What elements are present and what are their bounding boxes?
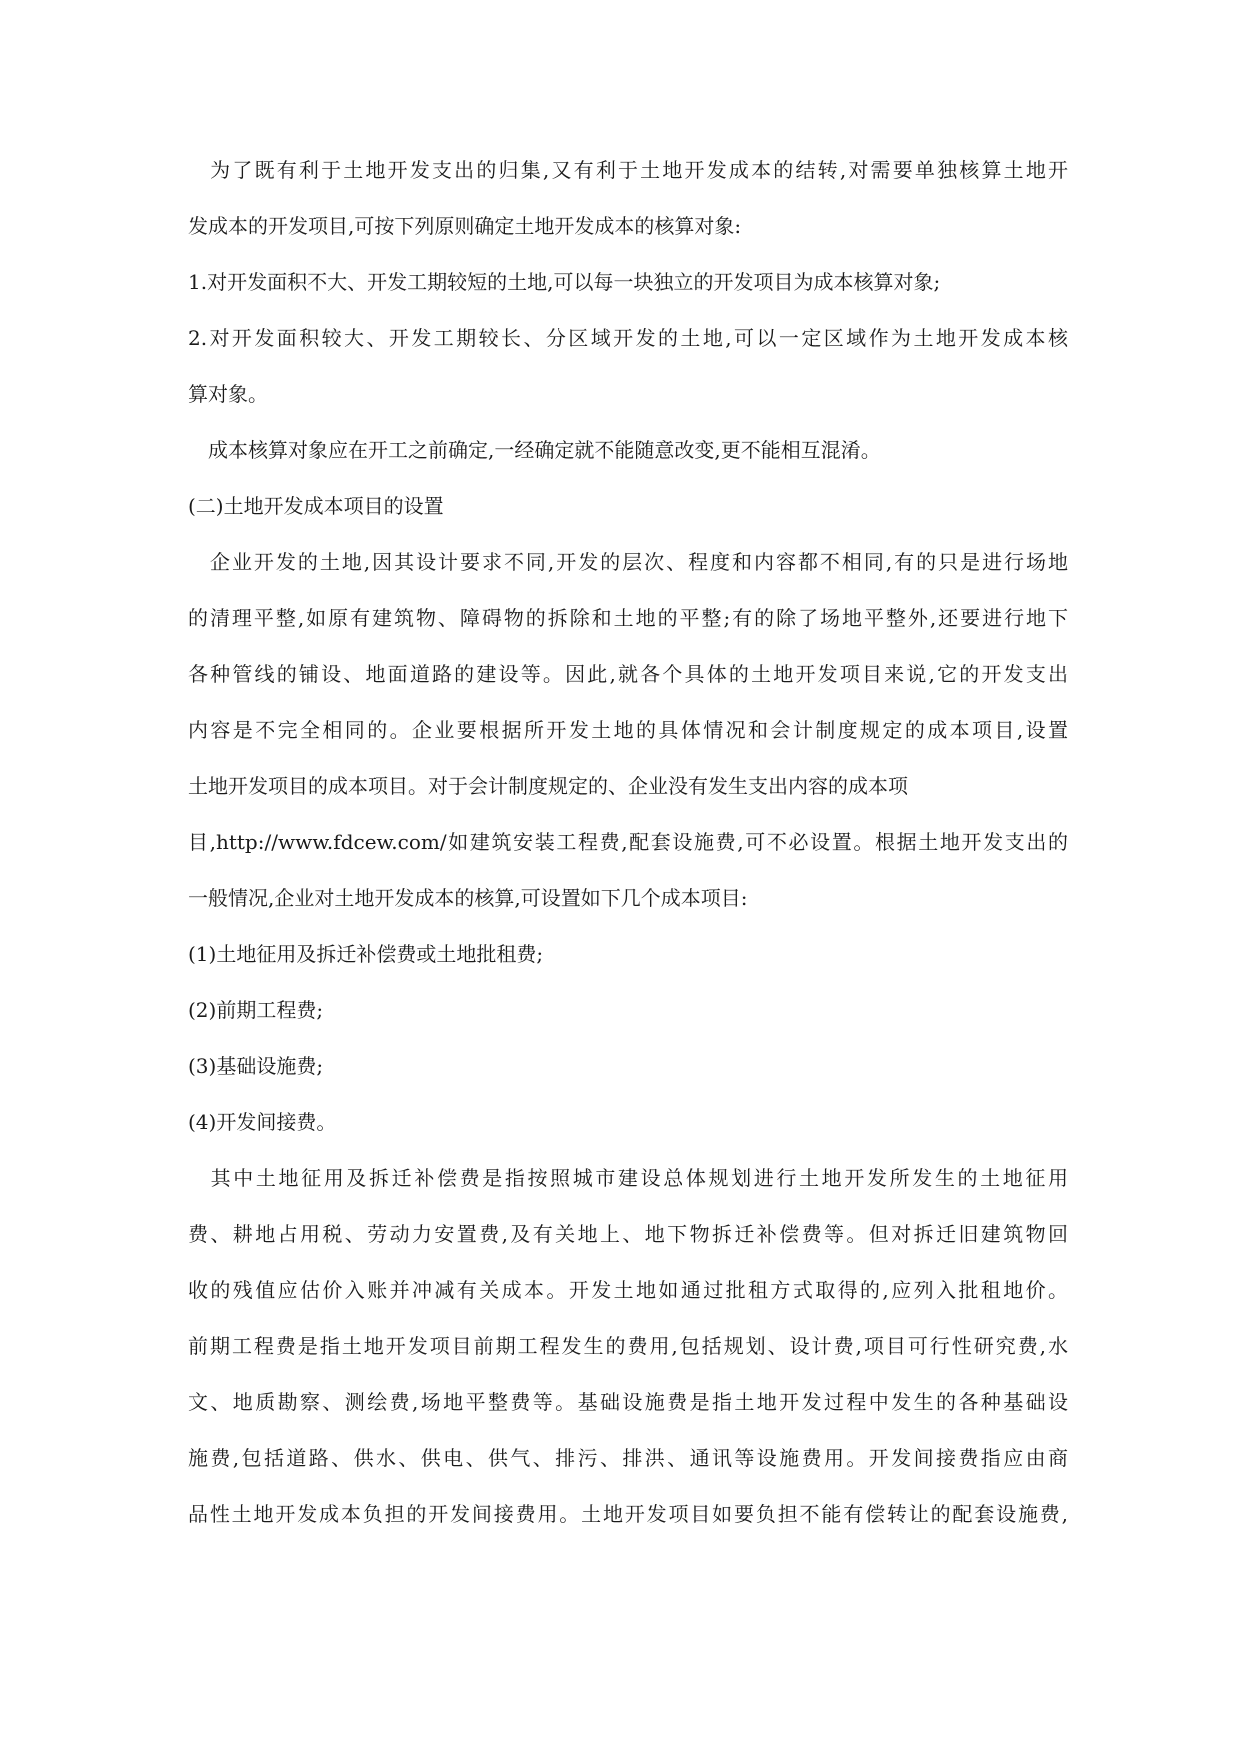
text-line: 内容是不完全相同的。企业要根据所开发土地的具体情况和会计制度规定的成本项目,设置 [188,718,1068,742]
text-line: 其中土地征用及拆迁补偿费是指按照城市建设总体规划进行土地开发所发生的土地征用 [188,1166,1068,1190]
list-item: (3)基础设施费; [188,1054,324,1078]
text-line: 一般情况,企业对土地开发成本的核算,可设置如下几个成本项目: [188,886,748,910]
text-line: 发成本的开发项目,可按下列原则确定土地开发成本的核算对象: [188,214,742,238]
list-item: (2)前期工程费; [188,998,324,1022]
text-line: 前期工程费是指土地开发项目前期工程发生的费用,包括规划、设计费,项目可行性研究费,水 [188,1334,1068,1358]
text-line: 土地开发项目的成本项目。对于会计制度规定的、企业没有发生支出内容的成本项 [188,774,908,798]
text-line: 1.对开发面积不大、开发工期较短的土地,可以每一块独立的开发项目为成本核算对象; [188,270,941,294]
text-line: 收的残值应估价入账并冲减有关成本。开发土地如通过批租方式取得的,应列入批租地价。 [188,1278,1068,1302]
text-line: 成本核算对象应在开工之前确定,一经确定就不能随意改变,更不能相互混淆。 [188,438,881,462]
text-line: 费、耕地占用税、劳动力安置费,及有关地上、地下物拆迁补偿费等。但对拆迁旧建筑物回 [188,1222,1068,1246]
text-line: 文、地质勘察、测绘费,场地平整费等。基础设施费是指土地开发过程中发生的各种基础设 [188,1390,1068,1414]
text-line: 施费,包括道路、供水、供电、供气、排污、排洪、通讯等设施费用。开发间接费指应由商 [188,1446,1068,1470]
text-line: 的清理平整,如原有建筑物、障碍物的拆除和土地的平整;有的除了场地平整外,还要进行地下 [188,606,1068,630]
document-body [188,158,1068,1558]
text-line: 目,http://www.fdcew.com/如建筑安装工程费,配套设施费,可不必设置。根据土地开发支出的 [188,830,1068,854]
text-line: 2.对开发面积较大、开发工期较长、分区域开发的土地,可以一定区域作为土地开发成本核 [188,326,1068,350]
text-line: 为了既有利于土地开发支出的归集,又有利于土地开发成本的结转,对需要单独核算土地开 [188,158,1068,182]
text-line: 品性土地开发成本负担的开发间接费用。土地开发项目如要负担不能有偿转让的配套设施费, [188,1502,1068,1526]
text-line: 各种管线的铺设、地面道路的建设等。因此,就各个具体的土地开发项目来说,它的开发支出 [188,662,1068,686]
text-line: 算对象。 [188,382,268,406]
section-heading: (二)土地开发成本项目的设置 [188,494,444,518]
list-item: (1)土地征用及拆迁补偿费或土地批租费; [188,942,544,966]
list-item: (4)开发间接费。 [188,1110,337,1134]
text-line: 企业开发的土地,因其设计要求不同,开发的层次、程度和内容都不相同,有的只是进行场地 [188,550,1068,574]
